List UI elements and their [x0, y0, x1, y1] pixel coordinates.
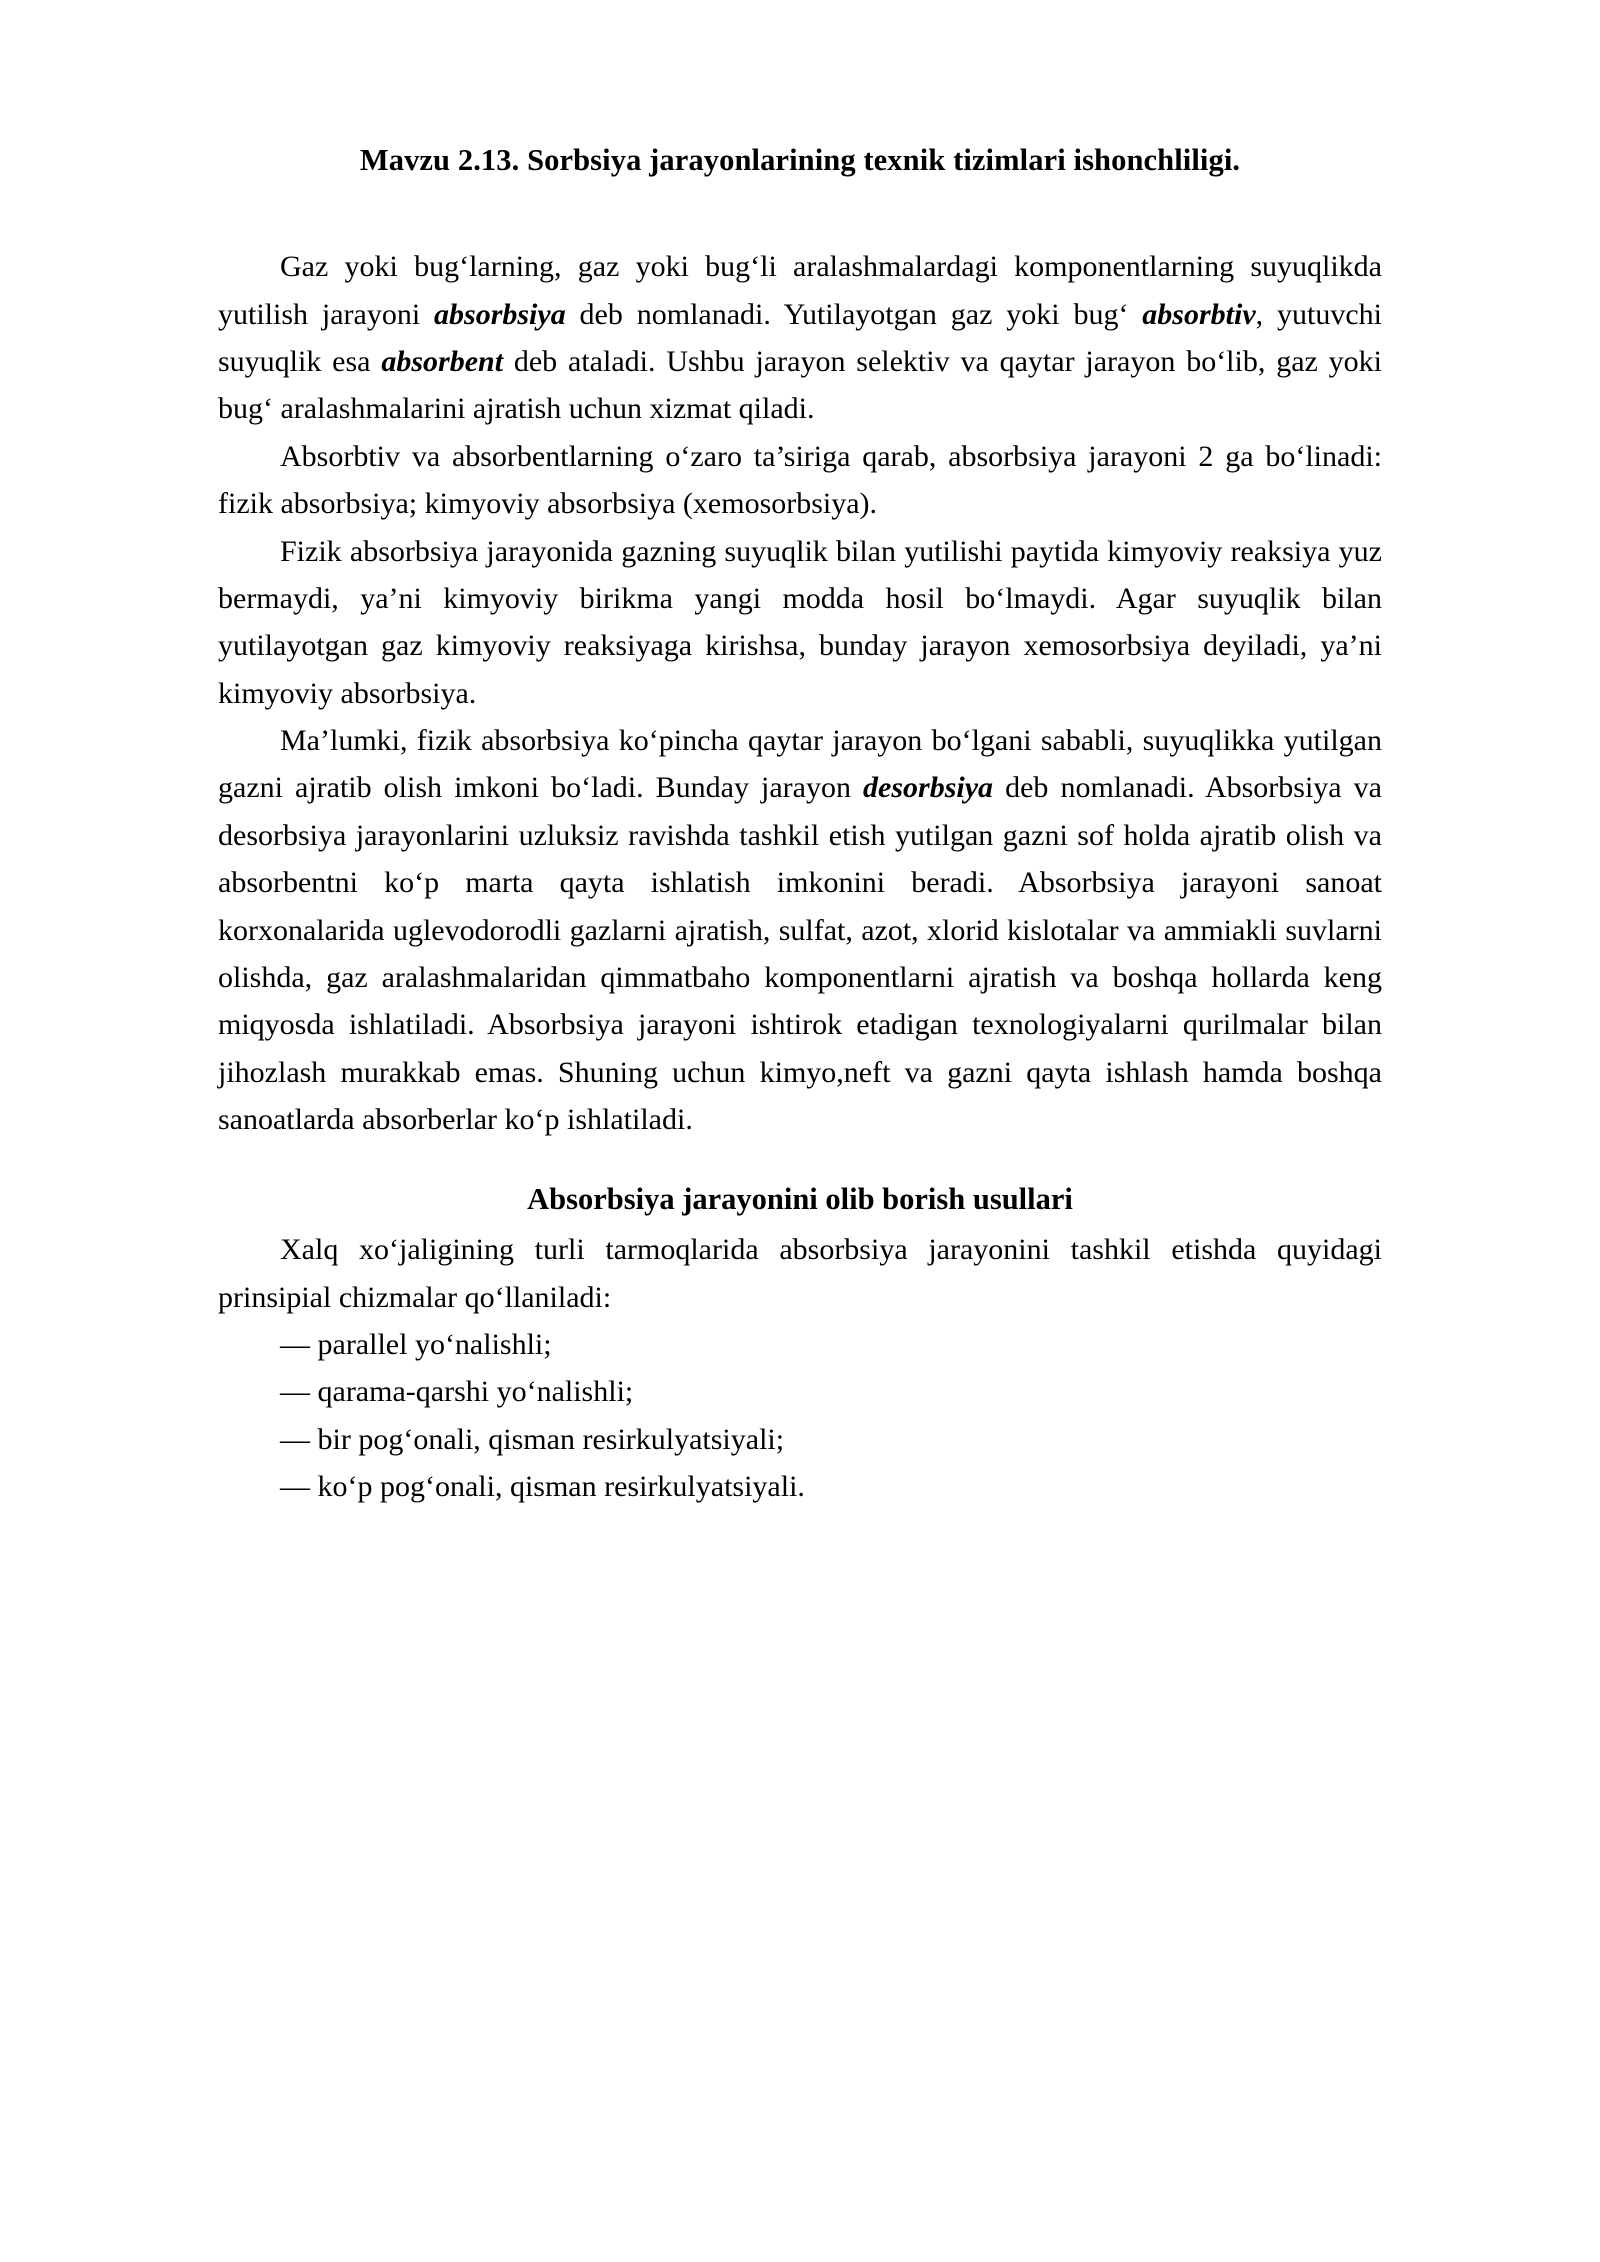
paragraph-text-part: Ma’lumki, fizik absorbsiya ko‘pincha qaytar jarayon bo‘lgani sababli, suyuqlikka yutilgan gazni ajratib olish imkoni bo‘ladi. Bunday jarayon: [218, 724, 1382, 805]
section-heading: Absorbsiya jarayonini olib borish usullari: [527, 1181, 1073, 1216]
paragraph-text-part: deb nomlanadi. Yutilayotgan gaz yoki bug‘: [565, 297, 1143, 331]
list-item: — bir pog‘onali, qisman resirkulyatsiyali;: [280, 1422, 785, 1456]
page-title: Mavzu 2.13. Sorbsiya jarayonlarining texnik tizimlari ishonchliligi.: [359, 143, 1241, 177]
list-item: — ko‘p pog‘onali, qisman resirkulyatsiyali.: [280, 1470, 805, 1504]
paragraph-text-part: , yutuvchi suyuqlik esa: [218, 297, 1382, 378]
paragraph-physical-absorption: Fizik absorbsiya jarayonida gazning suyuqlik bilan yutilishi paytida kimyoviy reaksiya yuz bermaydi, ya’ni kimyoviy birikma yangi modda hosil bo‘lmaydi. Agar suyuqlik bilan yutilayotgan gaz kimyoviy reaksiyaga kirishsa, bunday jarayon xemosorbsiya deyiladi, ya’ni kimyoviy absorbsiya.: [218, 534, 1382, 710]
paragraph-text-part: deb nomlanadi. Absorbsiya va desorbsiya jarayonlarini uzluksiz ravishda tashkil etish yutilgan gazni sof holda ajratib olish va absorbentni ko‘p marta qayta ishlatish imkonini beradi. Absorbsiya jarayoni sanoat korxonalarida uglevodorodli gazlarni ajratish, sulfat, azot, xlorid kislotalar va ammiakli suvlarni olishda, gaz aralashmalaridan qimmatbaho komponentlarni ajratish va boshqa hollarda keng miqyosda ishlatiladi. Absorbsiya jarayoni ishtirok etadigan texnologiyalarni qurilmalar bilan jihozlash murakkab emas. Shuning uchun kimyo,neft va gazni qayta ishlash hamda boshqa sanoatlarda absorberlar ko‘p ishlatiladi.: [218, 771, 1382, 1137]
paragraph-intro: [218, 243, 1382, 433]
paragraph-text-part: deb ataladi. Ushbu jarayon selektiv va qaytar jarayon bo‘lib, gaz yoki bug‘ aralashmalarini ajratish uchun xizmat qiladi.: [218, 344, 1382, 426]
emphasis-desorbsiya: desorbsiya: [863, 771, 994, 805]
emphasis-absorbent: absorbent: [381, 344, 504, 378]
list-item: — qarama-qarshi yo‘nalishli;: [280, 1375, 634, 1409]
paragraph-methods-intro: Xalq xo‘jaligining turli tarmoqlarida absorbsiya jarayonini tashkil etishda quyidagi prinsipial chizmalar qo‘llaniladi:: [218, 1233, 1382, 1314]
paragraph-types: Absorbtiv va absorbentlarning o‘zaro ta’siriga qarab, absorbsiya jarayoni 2 ga bo‘linadi: fizik absorbsiya; kimyoviy absorbsiya (xemosorbsiya).: [218, 439, 1382, 521]
methods-list: [218, 1321, 1382, 1511]
paragraph-desorption: [218, 717, 1382, 1144]
emphasis-absorbtiv: absorbtiv: [1142, 297, 1256, 331]
paragraph-text-part: Gaz yoki bug‘larning, gaz yoki bug‘li aralashmalardagi komponentlarning suyuqlikda yutilish jarayoni: [218, 250, 1382, 331]
list-item: — parallel yo‘nalishli;: [280, 1328, 552, 1362]
emphasis-absorbsiya: absorbsiya: [434, 297, 566, 331]
